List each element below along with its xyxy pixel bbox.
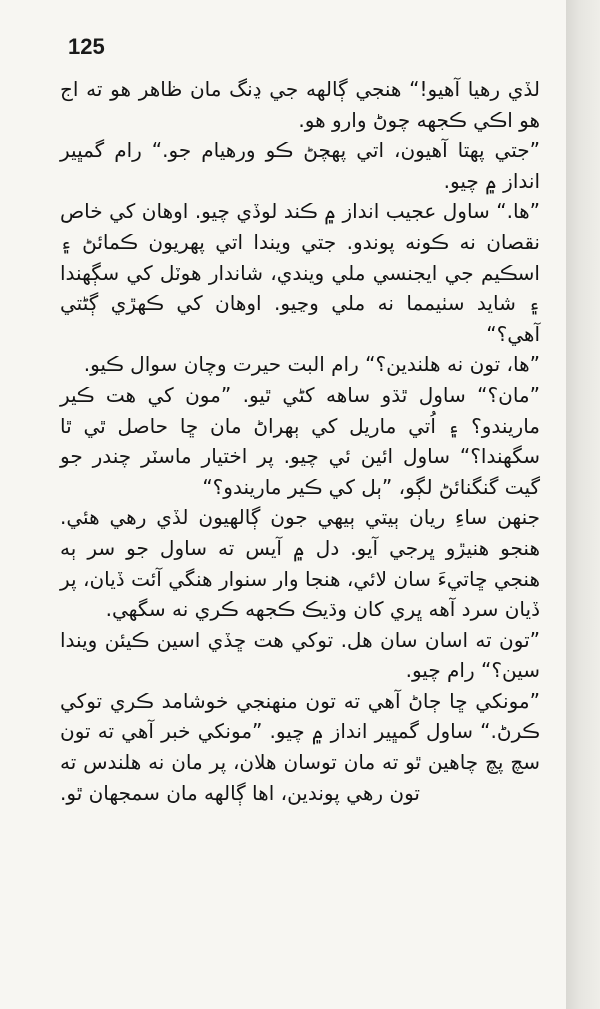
paragraph: ”مونکي ڇا ڄاڻ آهي ته تون منهنجي خوشامد ڪري توکي ڪرڻ.“ ساول گمڀير انداز ۾ چيو. ”مونکي خبر آهي ته تون سچ پچ چاهين ٿو ته مان توسان هلان، پر مان نه هلندس ته تون رهي پوندين، اها ڳالهه مان سمجهان ٿو. (60, 688, 540, 805)
paragraph: ”جتي پهتا آهيون، اتي پهچڻ ڪو ورهيام جو.“ رام گمڀير انداز ۾ چيو. (60, 138, 540, 193)
paragraph: ”تون ته اسان سان هل. توکي هت ڇڏي اسين ڪيئن ويندا سين؟“ رام چيو. (60, 627, 540, 683)
paragraph: ”ها، تون نه هلندين؟“ رام البت حيرت وچان سوال ڪيو. (83, 352, 540, 377)
paragraph: ”ها.“ ساول عجيب انداز ۾ ڪند لوڏي چيو. اوهان کي خاص نقصان نه ڪونه پوندو. جتي ويندا اتي پهريون ڪمائڻ ۽ اسڪيم جي ايجنسي ملي ويندي، شاندار هوٽل کي سڳهندا ۽ شايد سٺيمما نه ملي وڃيو. اوهان کي ڪهڙي ڳڻتي آهي؟“ (60, 199, 540, 346)
page-text (60, 74, 540, 808)
page-edge-shadow (566, 0, 600, 1009)
paragraph: جنهن ساءِ ريان ٻيتي ٻيهي جون ڳالهيون لڏي رهي هئي. هنجو هنيڙو ڀرجي آيو. دل ۾ آيس ته ساول جو سر ٻه هنجي ڇاتيءَ سان لائي، هنجا وار سنوار هنگي آئت ڏيان، پر ڏيان سرد آهه ڀري کان وڌيڪ ڪجهه ڪري نه سگهي. (60, 505, 540, 622)
page-number: 125 (68, 34, 105, 59)
paragraph: ”مان؟“ ساول ٿڌو ساهه کڻي ٿيو. ”مون کي هت ڪير ماريندو؟ ۽ اُتي ماريل کي ٻهراڻ مان ڇا حاصل ٿي ٿا سگهندا؟“ ساول ائين ئي چيو. پر اختيار ماسٽر چندر جو گيت گنگنائڻ لڳو، ”ٻل کي ڪير ماريندو؟“ (60, 382, 540, 499)
paragraph: لڏي رهيا آهيو!“ هنجي ڳالهه جي ڍنگ مان ظاهر هو ته اج هو اڪي ڪجهه چوڻ وارو هو. (60, 77, 540, 132)
